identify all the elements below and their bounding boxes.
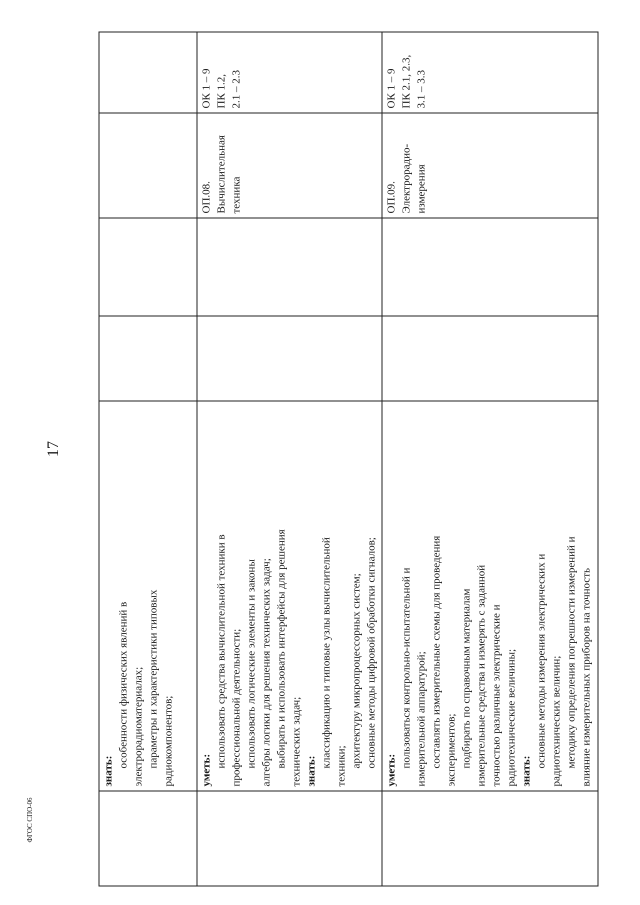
line: архитектуру микропроцессорных систем; [350,572,362,768]
empty-cell [99,218,197,316]
line: подбирать по справочным материалам [460,588,472,768]
content-cell [382,401,598,791]
line: использовать логические элементы и законы [245,558,257,768]
competency-line: ПК 1.2, [215,73,227,108]
empty-cell [99,316,197,401]
curriculum-table [98,31,598,886]
line: использовать средства вычислительной техники в [215,533,227,768]
content-cell [197,401,382,791]
line: технических задач; [290,696,302,786]
footer-code: ФГОС СПО-06 [26,797,34,843]
empty-cell [197,218,382,316]
empty-cell [197,791,382,886]
line: уметь: [200,753,212,786]
line: радиотехнических величин; [550,655,562,786]
empty-cell [382,218,598,316]
competency-line: 2.1 – 2.3 [230,69,242,108]
discipline-cell [197,113,382,218]
empty-cell [99,791,197,886]
line: радиокомпонентов; [162,695,174,786]
line: профессиональной деятельности; [230,628,242,786]
competency-line: ОК 1 – 9 [200,67,212,108]
empty-cell [197,316,382,401]
line: пользоваться контрольно-испытательной и [400,567,412,768]
competency-line: ПК 2.1, 2.3, [400,54,412,108]
line: экспериментов; [445,713,457,786]
content-cell [99,401,197,791]
discipline-name: техника [230,176,242,213]
empty-cell [382,316,598,401]
competency-cell [197,32,382,113]
table-row [382,32,598,886]
line: техники; [335,744,347,786]
table-row [197,32,382,886]
line: знать: [520,755,532,786]
discipline-name: Вычислительная [215,134,227,213]
line: особенности физических явлений в [117,601,129,768]
page-number: 17 [45,441,62,457]
line: знать: [305,755,317,786]
line: измерительные средства и измерять с заданной [475,564,487,786]
table-row [99,32,197,886]
line: основные методы измерения электрических и [535,553,547,768]
line: влияние измерительных приборов на точность [580,567,592,786]
line: параметры и характеристики типовых [147,589,159,768]
competency-line: ОК 1 – 9 [385,67,397,108]
rotated-table-wrapper [98,32,592,886]
line: методику определения погрешности измерений и [565,535,577,768]
line: электрорадиоматериалах; [132,666,144,786]
line: основные методы цифровой обработки сигналов; [365,536,377,768]
line: классификацию и типовые узлы вычислительной [320,536,332,768]
competency-cell [99,32,197,113]
line: радиотехнические величины; [505,648,517,786]
line: знать: [102,755,114,786]
discipline-code: ОП.08. [200,180,212,213]
line: уметь: [385,753,397,786]
discipline-cell [99,113,197,218]
discipline-cell [382,113,598,218]
discipline-code: ОП.09. [385,180,397,213]
competency-line: 3.1 – 3.3 [415,69,427,108]
empty-cell [382,791,598,886]
line: выбирать и использовать интерфейсы для решения [275,528,287,768]
discipline-name: измерения [415,163,427,213]
line: измерительной аппаратурой; [415,650,427,786]
competency-cell [382,32,598,113]
discipline-name: Электрорадио- [400,143,412,213]
line: составлять измерительные схемы для проведения [430,535,442,768]
line: алгебры логики для решения технических задач; [260,557,272,786]
line: точностью различные электрические и [490,603,502,786]
